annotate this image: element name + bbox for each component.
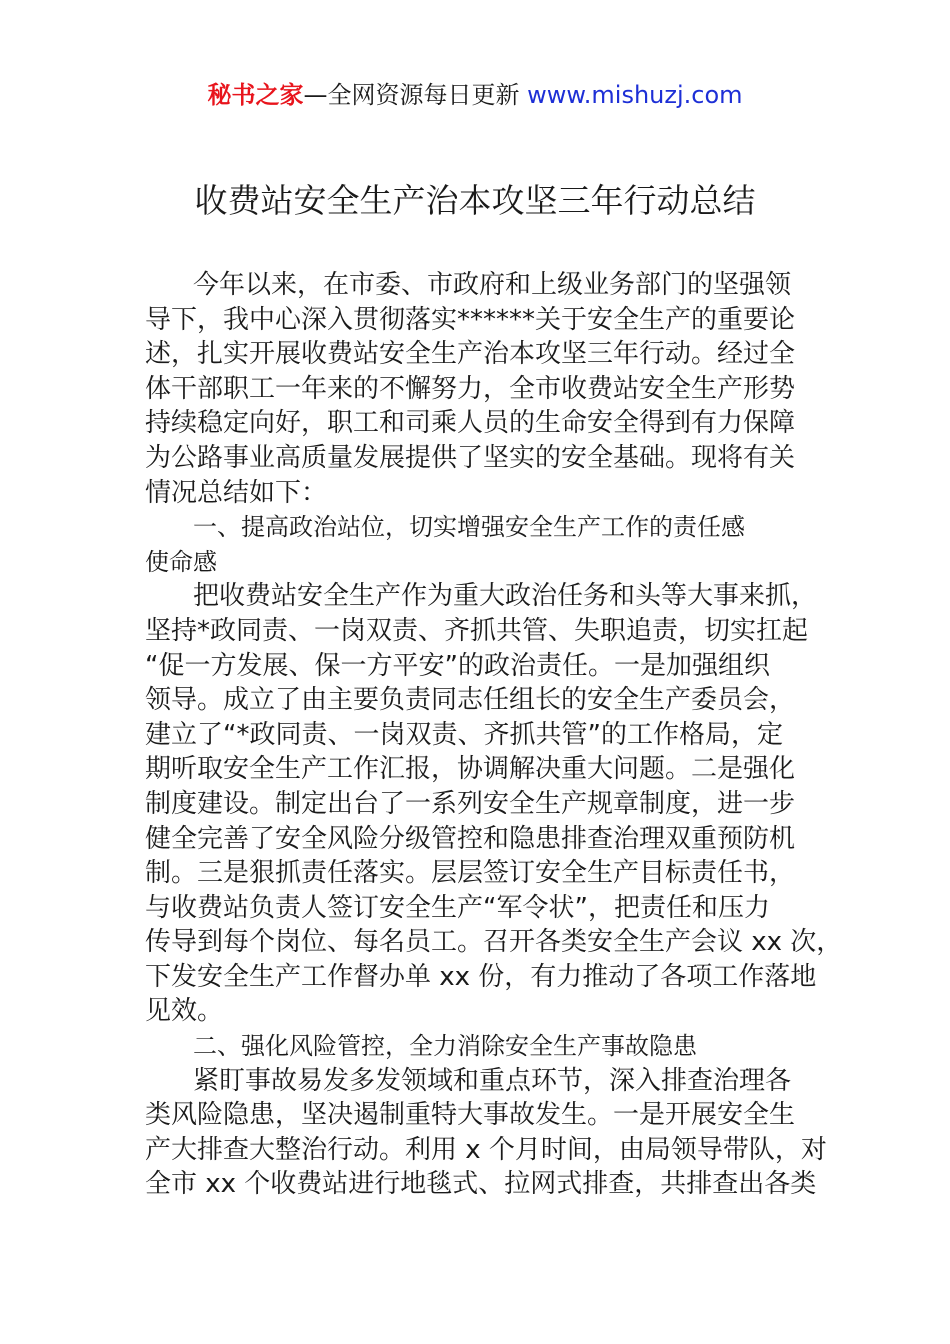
section-heading: 使命感 xyxy=(145,547,217,576)
text-line: 述，扎实开展收费站安全生产治本攻坚三年行动。经过全 xyxy=(145,339,796,370)
text-line: 导下，我中心深入贯彻落实******关于安全生产的重要论 xyxy=(145,304,796,335)
text-line: 建立了“*政同责、一岗双责、齐抓共管”的工作格局，定 xyxy=(145,719,783,750)
text-line: 见效。 xyxy=(145,996,224,1027)
site-url-link[interactable]: www.mishuzj.com xyxy=(527,81,743,109)
section-heading: 二、强化风险管控，全力消除安全生产事故隐患 xyxy=(193,1032,697,1061)
text-line: 坚持*政同责、一岗双责、齐抓共管、失职追责，切实扛起 xyxy=(145,615,809,646)
text-line: “促一方发展、保一方平安”的政治责任。一是加强组织 xyxy=(145,650,770,681)
text-line: 制度建设。制定出台了一系列安全生产规章制度，进一步 xyxy=(145,788,796,819)
text-line: 情况总结如下： xyxy=(145,477,328,508)
text-line: 把收费站安全生产作为重大政治任务和头等大事来抓， xyxy=(193,581,818,612)
text-line: 今年以来，在市委、市政府和上级业务部门的坚强领 xyxy=(193,270,792,300)
text-line: 体干部职工一年来的不懈努力，全市收费站安全生产形势 xyxy=(145,373,796,404)
text-line: 领导。成立了由主要负责同志任组长的安全生产委员会， xyxy=(145,685,796,716)
text-line: 类风险隐患，坚决遏制重特大事故发生。一是开展安全生 xyxy=(145,1100,796,1131)
text-line: 期听取安全生产工作汇报，协调解决重大问题。二是强化 xyxy=(145,754,796,785)
text-line: 下发安全生产工作督办单 xx 份，有力推动了各项工作落地 xyxy=(145,961,817,992)
document-title: 收费站安全生产治本攻坚三年行动总结 xyxy=(194,181,756,220)
text-line: 持续稳定向好，职工和司乘人员的生命安全得到有力保障 xyxy=(145,408,796,439)
text-line: 与收费站负责人签订安全生产“军令状”，把责任和压力 xyxy=(145,892,770,923)
text-line: 为公路事业高质量发展提供了坚实的安全基础。现将有关 xyxy=(145,442,796,473)
site-banner xyxy=(0,78,950,112)
text-line: 全市 xx 个收费站进行地毯式、拉网式排查，共排查出各类 xyxy=(145,1169,817,1200)
text-line: 紧盯事故易发多发领域和重点环节，深入排查治理各 xyxy=(193,1065,792,1096)
text-line: 健全完善了安全风险分级管控和隐患排查治理双重预防机 xyxy=(145,823,796,854)
text-line: 产大排查大整治行动。利用 x 个月时间，由局领导带队，对 xyxy=(145,1134,827,1165)
brand-name: 秘书之家 xyxy=(207,81,304,109)
banner-slogan: —全网资源每日更新 xyxy=(303,81,528,109)
text-line: 制。三是狠抓责任落实。层层签订安全生产目标责任书， xyxy=(145,858,796,889)
text-line: 传导到每个岗位、每名员工。召开各类安全生产会议 xx 次， xyxy=(145,927,843,958)
document-body xyxy=(145,268,843,1202)
section-heading: 一、提高政治站位，切实增强安全生产工作的责任感 xyxy=(193,513,745,542)
